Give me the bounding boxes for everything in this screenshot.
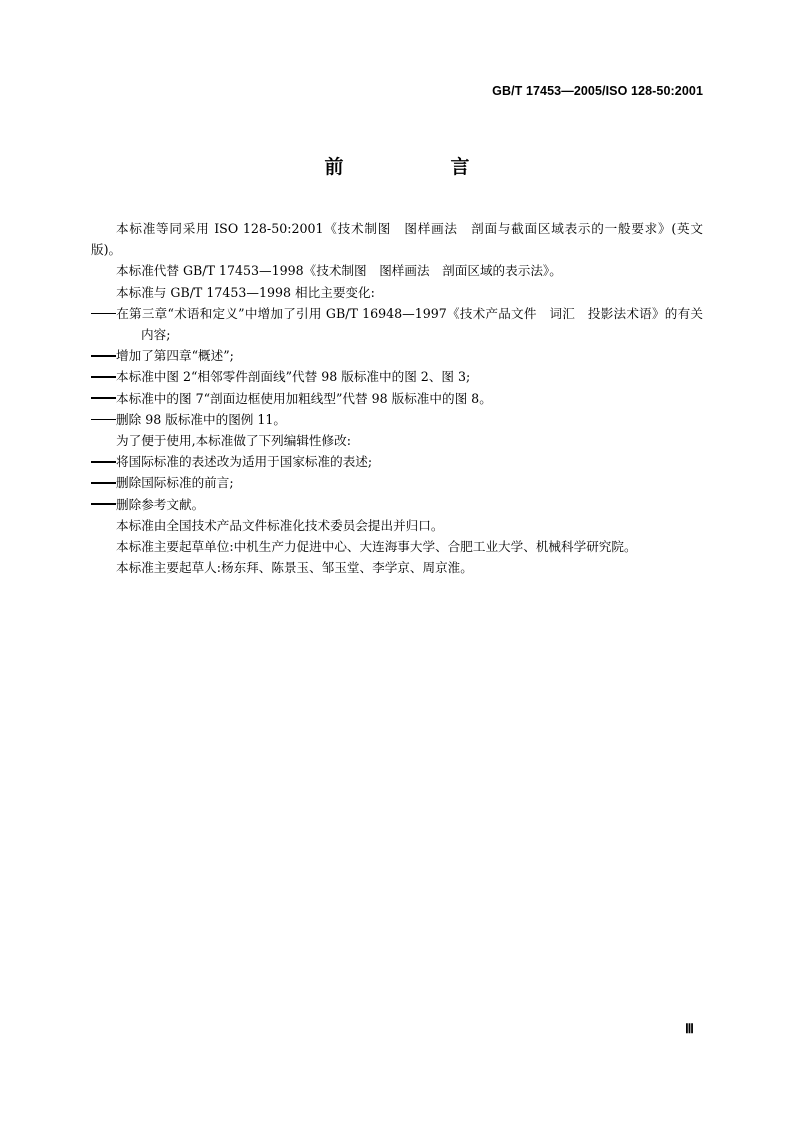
dash-mark [91, 472, 116, 493]
standard-code: GB/T 17453—2005/ISO 128-50:2001 [492, 84, 703, 98]
page-title: 前 言 [324, 156, 514, 178]
list-item-edit [91, 494, 703, 515]
dash-mark [91, 451, 116, 472]
list-item-text: 删除国际标准的前言; [116, 475, 234, 491]
dash-mark [91, 409, 116, 430]
list-item-edit [91, 472, 703, 493]
list-item-text: 在第三章“术语和定义”中增加了引用 GB/T 16948—1997《技术产品文件 词汇 投影法术语》的有关内容; [116, 305, 703, 343]
foreword-body [91, 218, 703, 578]
list-item-text: 本标准中图 2“相邻零件剖面线”代替 98 版标准中的图 2、图 3; [116, 369, 471, 385]
page-number: Ⅲ [685, 1021, 694, 1036]
list-item-text: 删除参考文献。 [116, 496, 205, 512]
paragraph-adoption: 本标准等同采用 ISO 128-50:2001《技术制图 图样画法 剖面与截面区域表示的一般要求》(英文版)。 [91, 221, 703, 258]
paragraph-replacement: 本标准代替 GB/T 17453—1998《技术制图 图样画法 剖面区域的表示法》。 [116, 263, 562, 279]
paragraph-changes-intro: 本标准与 GB/T 17453—1998 相比主要变化: [116, 284, 375, 300]
list-item-text: 删除 98 版标准中的图例 11。 [116, 411, 286, 427]
list-item-text: 增加了第四章“概述”; [116, 348, 234, 364]
dash-mark [91, 388, 116, 409]
list-item-change [91, 366, 703, 387]
dash-mark [91, 366, 116, 387]
paragraph-drafters: 本标准主要起草人:杨东拜、陈景玉、邹玉堂、李学京、周京淮。 [116, 560, 473, 576]
list-item-text: 本标准中的图 7“剖面边框使用加粗线型”代替 98 版标准中的图 8。 [116, 390, 492, 406]
list-item-text: 将国际标准的表述改为适用于国家标准的表述; [116, 454, 373, 470]
dash-mark [91, 303, 116, 324]
list-item-change [91, 345, 703, 366]
list-item-change [91, 303, 703, 345]
paragraph-drafting-units: 本标准主要起草单位:中机生产力促进中心、大连海事大学、合肥工业大学、机械科学研究院。 [116, 539, 637, 555]
paragraph-proposer: 本标准由全国技术产品文件标准化技术委员会提出并归口。 [116, 517, 444, 533]
list-item-edit [91, 451, 703, 472]
list-item-change [91, 409, 703, 430]
dash-mark [91, 345, 116, 366]
list-item-change [91, 388, 703, 409]
paragraph-edits-intro: 为了便于使用,本标准做了下列编辑性修改: [116, 433, 351, 449]
dash-mark [91, 494, 116, 515]
